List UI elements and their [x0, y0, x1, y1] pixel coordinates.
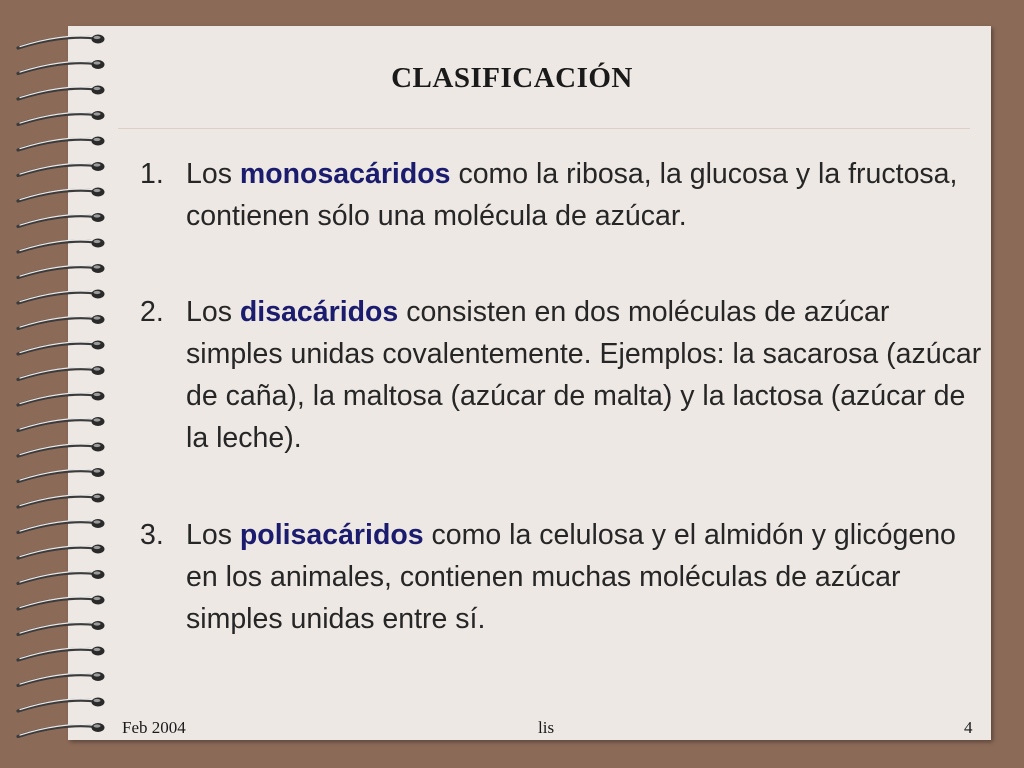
footer-date: Feb 2004	[122, 718, 186, 737]
list-item-lead: Los	[186, 296, 240, 328]
spiral-ring	[18, 621, 105, 635]
spiral-ring	[18, 519, 105, 533]
spiral-ring	[18, 392, 105, 406]
spiral-ring	[18, 468, 105, 482]
list-item-body: como la ribosa, la glucosa y la fructosa, contienen sólo una molécula de azúcar.	[186, 158, 958, 232]
list-item-body: consisten en dos moléculas de azúcar simples unidas covalentemente. Ejemplos: la sacarosa (azúcar de caña), la maltosa (azúcar de malta) y la lactosa (azúcar de la leche).	[186, 296, 982, 454]
list-item-body: como la celulosa y el almidón y glicógeno en los animales, contienen muchas moléculas de azúcar simples unidas entre sí.	[186, 519, 956, 635]
list-item-lead: Los	[186, 158, 240, 190]
list-item-number: 3.	[140, 519, 164, 551]
spiral-ring	[18, 672, 105, 686]
footer-page-number: 4	[964, 718, 973, 737]
spiral-ring	[18, 443, 105, 457]
footer-author: lis	[538, 718, 555, 737]
list-item-2	[140, 291, 985, 459]
spiral-ring	[18, 264, 105, 278]
spiral-ring	[18, 188, 105, 202]
spiral-ring	[18, 162, 105, 176]
spiral-ring	[18, 137, 105, 151]
spiral-ring	[18, 366, 105, 380]
spiral-ring	[18, 494, 105, 508]
list-item-1	[140, 153, 985, 237]
slide-title: CLASIFICACIÓN	[391, 62, 633, 94]
list-item-lead: Los	[186, 519, 240, 551]
spiral-ring	[18, 290, 105, 304]
list-item-3	[140, 514, 985, 640]
spiral-ring	[18, 35, 105, 49]
spiral-ring	[18, 596, 105, 610]
keyword-monosacaridos: monosacáridos	[239, 158, 451, 190]
spiral-ring	[18, 417, 105, 431]
spiral-ring	[18, 111, 105, 125]
spiral-ring	[18, 315, 105, 329]
keyword-disacaridos: disacáridos	[239, 296, 399, 328]
spiral-ring	[18, 570, 105, 584]
spiral-ring	[18, 213, 105, 227]
keyword-polisacaridos: polisacáridos	[239, 519, 424, 551]
spiral-binding-icon	[12, 30, 112, 740]
list-item-text	[186, 514, 985, 640]
spiral-ring	[18, 698, 105, 712]
title-divider	[118, 128, 970, 129]
spiral-ring	[18, 647, 105, 661]
spiral-ring	[18, 723, 105, 737]
spiral-ring	[18, 239, 105, 253]
list-item-number: 2.	[140, 296, 164, 328]
spiral-ring	[18, 341, 105, 355]
list-item-text	[186, 153, 985, 237]
spiral-ring	[18, 545, 105, 559]
list-item-text	[186, 291, 985, 459]
list-item-number: 1.	[140, 158, 164, 190]
